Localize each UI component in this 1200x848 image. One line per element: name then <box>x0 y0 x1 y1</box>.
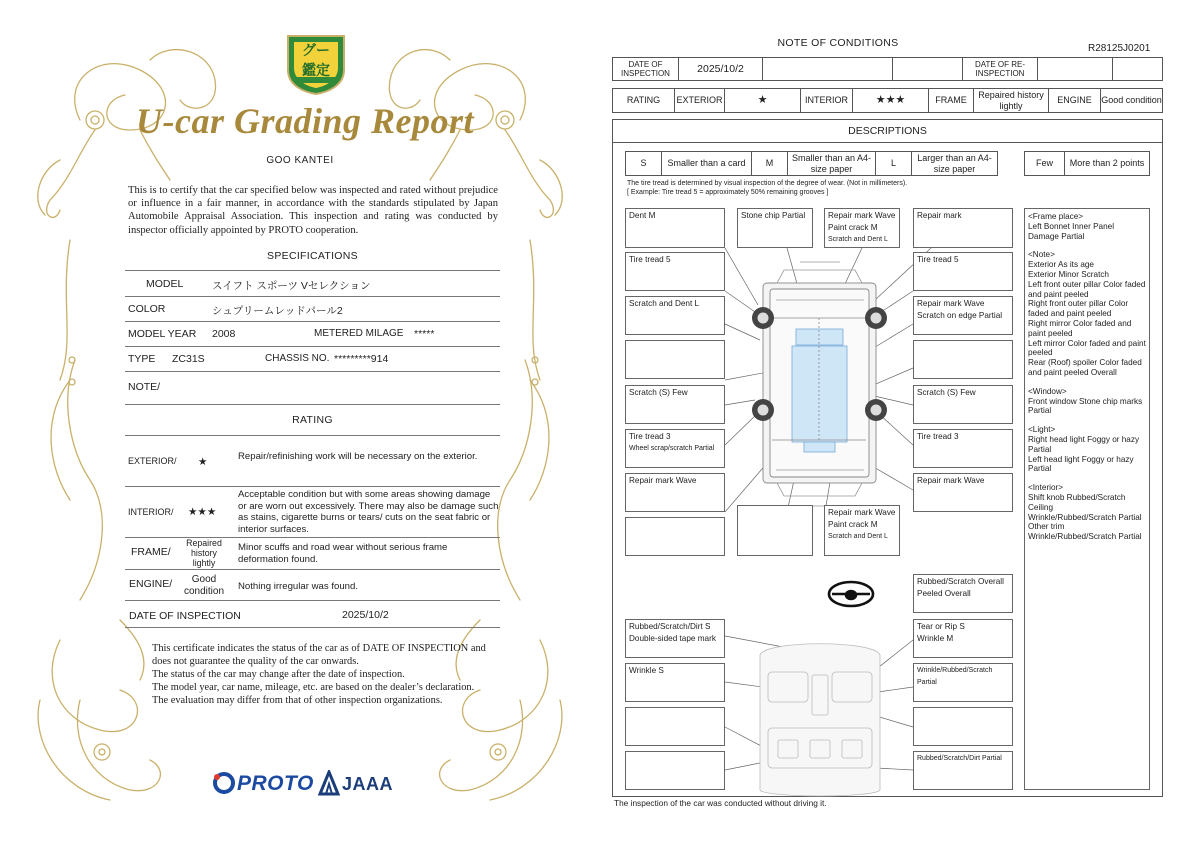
divider <box>125 296 500 297</box>
badge-text: グー鑑定 <box>302 42 330 78</box>
interior-description: Acceptable condition but with some areas showing damage or are worn out excessively. There may also be damage such as stains, cigarette burns or tears/ cuts on the seat fabric or interior surfaces. <box>238 489 499 535</box>
damage-box-text: Repair mark Wave <box>917 476 985 485</box>
legend-s-desc: Smaller than a card <box>662 152 752 175</box>
damage-box-tire-front-left <box>625 252 725 291</box>
tire-note-example: [ Example: Tire tread 5 = approximately 50% remaining grooves ] <box>627 189 829 196</box>
notes-line: Front window Stone chip marks Partial <box>1028 396 1143 416</box>
notes-line: Left mirror Color faded and paint peeled <box>1028 338 1146 358</box>
damage-box-text: Rubbed/Scratch/Dirt S <box>629 622 711 631</box>
notes-line: Left front outer pillar Color faded and paint peeled <box>1028 279 1146 299</box>
damage-box-interior-rear <box>913 751 1013 790</box>
divider <box>125 600 500 601</box>
legend-few: Few <box>1025 152 1065 175</box>
legend-s: S <box>626 152 662 175</box>
type-value: ZC31S <box>172 353 205 365</box>
date-of-inspection-value: 2025/10/2 <box>679 58 763 80</box>
notes-spacer <box>1028 474 1146 483</box>
exterior-label: EXTERIOR <box>675 89 725 112</box>
damage-box-text: Repair mark Wave <box>828 211 896 220</box>
divider <box>125 404 500 405</box>
proto-logo-icon <box>212 771 236 795</box>
damage-box-tire-front-right <box>913 252 1013 291</box>
note-of-conditions-sheet <box>600 0 1200 848</box>
damage-box-rear-center <box>824 505 900 556</box>
damage-box-scratch-dent <box>625 296 725 335</box>
damage-box-text: Tear or Rip S <box>917 622 965 631</box>
notes-line: <Light> <box>1028 425 1056 435</box>
divider <box>125 486 500 487</box>
notes-line: Wrinkle/Rubbed/Scratch Partial <box>1028 512 1142 522</box>
damage-box-text: Wrinkle/Rubbed/Scratch Partial <box>917 667 993 686</box>
model-value: スイフト スポーツ Vセレクション <box>212 280 371 292</box>
damage-box-interior-trim <box>913 663 1013 702</box>
interior-rating: ★★★ <box>853 89 929 112</box>
descriptions-heading: DESCRIPTIONS <box>612 119 1163 143</box>
damage-box-empty <box>913 707 1013 746</box>
note-label: NOTE/ <box>128 381 161 393</box>
divider <box>125 270 500 271</box>
frame-rating: Repaired history lightly <box>186 538 222 569</box>
date-of-reinspection-label: DATE OF RE-INSPECTION <box>963 58 1038 80</box>
jaaa-logo-text: JAAA <box>342 774 394 794</box>
certificate-footnote <box>152 642 492 707</box>
notes-spacer <box>1028 378 1146 387</box>
footnote-line: The evaluation may differ from that of other inspection organizations. <box>152 695 443 706</box>
damage-box-text: Scratch on edge Partial <box>917 311 1003 320</box>
notes-line: Shift knob Rubbed/Scratch Ceiling <box>1028 492 1126 512</box>
divider <box>125 321 500 322</box>
damage-box-empty <box>625 517 725 556</box>
damage-box-text: Repair mark Wave <box>917 299 985 308</box>
exterior-description: Repair/refinishing work will be necessary on the exterior. <box>238 451 478 462</box>
damage-box-interior-seat <box>913 619 1013 658</box>
damage-box-repair-wave-left <box>625 473 725 512</box>
proto-logo-text: PROTO <box>237 772 314 795</box>
damage-box-text: Peeled Overall <box>917 589 971 598</box>
damage-box-text: Repair mark Wave <box>629 476 697 485</box>
engine-rating: Good condition <box>183 574 225 597</box>
damage-box-text: Wrinkle S <box>629 666 664 675</box>
notes-line: Left Bonnet Inner Panel Damage Partial <box>1028 221 1115 241</box>
interior-label: INTERIOR/ <box>128 507 174 517</box>
chassis-label: CHASSIS NO. <box>265 353 330 364</box>
inspection-footer: The inspection of the car was conducted without driving it. <box>614 798 827 808</box>
damage-box-text: Paint crack M <box>828 223 878 232</box>
damage-box-interior-left-seat <box>625 663 725 702</box>
damage-box-text: Repair mark <box>917 211 962 220</box>
damage-box-dent-m <box>625 208 725 248</box>
frame-label: FRAME <box>929 89 974 112</box>
damage-box-tire-rear-left <box>625 429 725 468</box>
frame-rating: Repaired history lightly <box>974 89 1049 112</box>
exterior-label: EXTERIOR/ <box>128 456 177 466</box>
model-label: MODEL <box>146 278 184 290</box>
engine-label: ENGINE/ <box>129 578 173 590</box>
type-label: TYPE <box>128 353 156 365</box>
notes-line: Rear (Roof) spoiler Color faded and paint peeled Overall <box>1028 358 1142 377</box>
rating-label: RATING <box>613 89 675 112</box>
engine-description: Nothing irregular was found. <box>238 581 358 592</box>
damage-box-text: Scratch and Dent L <box>828 236 888 243</box>
notes-spacer <box>1028 241 1146 250</box>
engine-label: ENGINE <box>1049 89 1101 112</box>
certificate-intro: This is to certify that the car specified below was inspected and rated without prejudice or influence in a fair manner, in accordance with the standards stipulated by Japan Automobile Appraisal Association. This inspection and rating was conducted by inspector officially appointed by PROTO cooperation. <box>128 185 498 236</box>
notes-line: Wrinkle/Rubbed/Scratch Partial <box>1028 532 1142 542</box>
damage-box-text: Scratch and Dent L <box>828 533 888 540</box>
divider <box>125 435 500 436</box>
tire-note: The tire tread is determined by visual inspection of the degree of wear. (Not in millimeters). <box>627 180 908 187</box>
damage-box-text: Scratch and Dent L <box>629 299 700 308</box>
specifications-heading: SPECIFICATIONS <box>267 250 358 262</box>
mileage-value: ***** <box>414 328 435 340</box>
chassis-value: *********914 <box>334 353 389 365</box>
exterior-rating: ★ <box>198 456 208 468</box>
damage-box-text: Scratch (S) Few <box>629 388 688 397</box>
damage-box-text: Tire tread 5 <box>917 255 959 264</box>
notes-line: <Window> <box>1028 386 1067 396</box>
interior-label: INTERIOR <box>801 89 853 112</box>
certificate-subtitle: GOO KANTEI <box>266 155 334 166</box>
damage-box-front-center <box>824 208 900 248</box>
damage-box-empty <box>625 340 725 379</box>
frame-label: FRAME/ <box>131 546 171 558</box>
damage-box-empty <box>625 751 725 790</box>
legend-few-desc: More than 2 points <box>1069 158 1145 169</box>
footnote-line: The model year, car name, mileage, etc. are based on the dealer’s declaration. <box>152 682 475 693</box>
color-value: シュプリームレッドパール2 <box>212 305 343 317</box>
divider <box>125 569 500 570</box>
model-year-value: 2008 <box>212 328 236 340</box>
legend-m: M <box>752 152 788 175</box>
damage-box-text: Rubbed/Scratch Overall <box>917 577 1004 586</box>
damage-box-text: Rubbed/Scratch/Dirt Partial <box>917 755 1002 762</box>
jaaa-logo-icon <box>318 770 340 796</box>
exterior-rating: ★ <box>725 89 801 112</box>
damage-box-empty <box>737 505 813 556</box>
damage-box-interior-ceiling <box>625 619 725 658</box>
engine-rating: Good condition <box>1101 95 1162 106</box>
notes-line: <Interior> <box>1028 483 1064 493</box>
rating-heading: RATING <box>292 414 333 426</box>
notes-line: Right front outer pillar Color faded and paint peeled <box>1028 299 1129 319</box>
interior-rating: ★★★ <box>188 506 217 518</box>
legend-l-desc: Larger than an A4-size paper <box>917 153 992 174</box>
damage-box-empty <box>625 707 725 746</box>
damage-box-text: Tire tread 3 <box>917 432 959 441</box>
damage-box-text: Dent M <box>629 211 656 220</box>
damage-box-stone-chip <box>737 208 813 248</box>
footnote-line: The status of the car may change after the date of inspection. <box>152 669 405 680</box>
date-of-inspection-label: DATE OF INSPECTION <box>129 610 241 622</box>
notes-line: Other trim <box>1028 522 1065 532</box>
legend-m-desc: Smaller than an A4-size paper <box>788 152 876 175</box>
damage-box-text: Stone chip Partial <box>741 211 806 220</box>
damage-box-text: Tire tread 5 <box>629 255 671 264</box>
notes-spacer <box>1028 416 1146 425</box>
conditions-title: NOTE OF CONDITIONS <box>777 37 899 49</box>
damage-box-text: Double-sided tape mark <box>629 634 716 643</box>
divider <box>125 627 500 628</box>
damage-box-text: Paint crack M <box>828 520 878 529</box>
date-of-inspection-label: DATE OF INSPECTION <box>613 58 679 80</box>
legend-l: L <box>876 152 912 175</box>
damage-box-scratch-few-right <box>913 385 1013 424</box>
model-year-label: MODEL YEAR <box>128 328 197 340</box>
damage-box-empty <box>913 340 1013 379</box>
color-label: COLOR <box>128 303 166 315</box>
damage-box-steering <box>913 574 1013 613</box>
notes-line: <Frame place> <box>1028 212 1084 221</box>
damage-box-text: Tire tread 3 <box>629 432 671 441</box>
steering-wheel-icon <box>829 582 873 606</box>
mileage-label: METERED MILAGE <box>314 328 404 339</box>
notes-line: Right mirror Color faded and paint peeled <box>1028 318 1132 338</box>
damage-box-repair-mark <box>913 208 1013 248</box>
damage-box-text: Repair mark Wave <box>828 508 896 517</box>
certificate-title: U-car Grading Report <box>135 101 474 141</box>
damage-box-scratch-few-left <box>625 385 725 424</box>
notes-panel <box>1024 208 1150 790</box>
report-number: R28125J0201 <box>1088 43 1151 54</box>
footnote-line: This certificate indicates the status of the car as of DATE OF INSPECTION and does not guarantee the quality of the car onwards. <box>152 643 486 667</box>
damage-box-text: Wheel scrap/scratch Partial <box>629 445 715 452</box>
damage-box-right-front-door <box>913 296 1013 335</box>
damage-box-tire-rear-right <box>913 429 1013 468</box>
notes-line: Left head light Foggy or hazy Partial <box>1028 454 1134 474</box>
damage-box-text: Scratch (S) Few <box>917 388 976 397</box>
notes-line: Exterior As its age <box>1028 260 1094 270</box>
damage-box-text: Wrinkle M <box>917 634 954 643</box>
notes-line: Exterior Minor Scratch <box>1028 269 1109 279</box>
divider <box>125 371 500 372</box>
frame-description: Minor scuffs and road wear without serious frame deformation found. <box>238 542 448 565</box>
date-of-inspection-value: 2025/10/2 <box>342 609 389 621</box>
notes-line: Right head light Foggy or hazy Partial <box>1028 434 1140 454</box>
notes-line: <Note> <box>1028 250 1055 260</box>
divider <box>125 346 500 347</box>
damage-box-repair-wave-right <box>913 473 1013 512</box>
